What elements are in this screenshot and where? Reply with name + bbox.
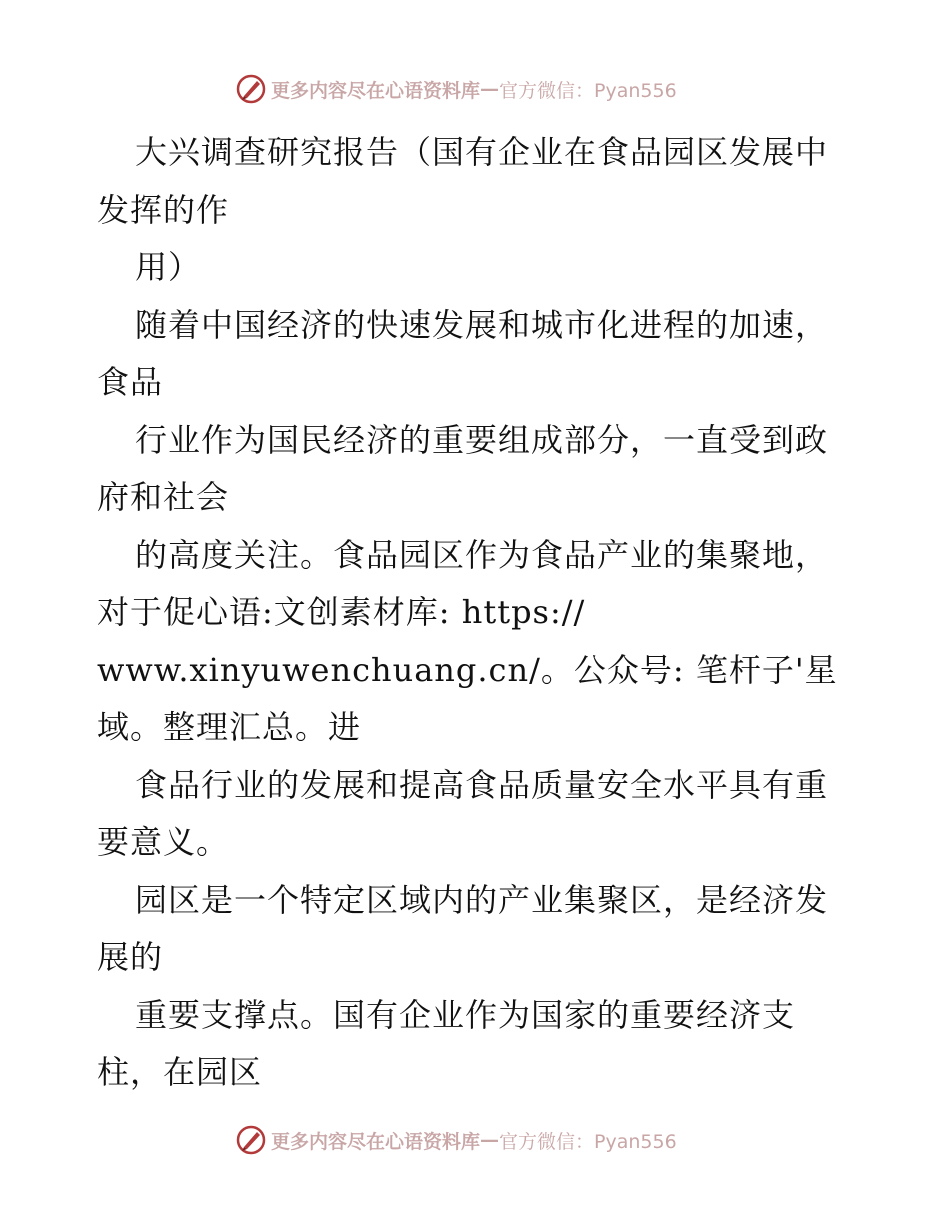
title-line-3: 用） (135, 248, 202, 286)
footer-watermark (235, 1123, 677, 1157)
title-line-2: 发挥的作 (97, 190, 230, 229)
text-line: 要意义。 (97, 823, 230, 861)
watermark-text: 更多内容尽在心语资料库 (271, 1130, 481, 1153)
watermark-dash: — (480, 1129, 500, 1151)
quill-pen-circle-icon (235, 1124, 267, 1156)
text-line: 展的 (97, 938, 164, 976)
watermark-text: 更多内容尽在心语资料库 (271, 79, 481, 102)
text-line: 随着中国经济的快速发展和城市化进程的加速， (135, 305, 829, 344)
text-line: 府和社会 (97, 478, 230, 516)
text-line: 域。整理汇总。进 (97, 708, 362, 746)
text-line: 的高度关注。食品园区作为食品产业的集聚地， (135, 535, 829, 574)
text-line: 对于促心语:文创素材库: https:// (97, 593, 586, 631)
watermark-dash: — (480, 78, 500, 100)
text-line: 柱，在园区 (97, 1053, 263, 1091)
header-watermark (235, 72, 677, 106)
title-line-1: 大兴调查研究报告（国有企业在食品园区发展中 (135, 133, 829, 171)
quill-pen-circle-icon (235, 73, 267, 105)
document-body (97, 124, 877, 1102)
text-line: 食品行业的发展和提高食品质量安全水平具有重 (135, 765, 829, 804)
watermark-contact: 官方微信：Pyan556 (499, 1130, 677, 1153)
text-line: 行业作为国民经济的重要组成部分，一直受到政 (135, 420, 829, 459)
text-line: 重要支撑点。国有企业作为国家的重要经济支 (135, 995, 796, 1034)
watermark-contact: 官方微信：Pyan556 (499, 79, 677, 102)
text-line: www.xinyuwenchuang.cn/。公众号: 笔杆子'星 (97, 650, 838, 689)
text-line: 食品 (97, 363, 164, 401)
text-line: 园区是一个特定区域内的产业集聚区，是经济发 (135, 880, 829, 919)
